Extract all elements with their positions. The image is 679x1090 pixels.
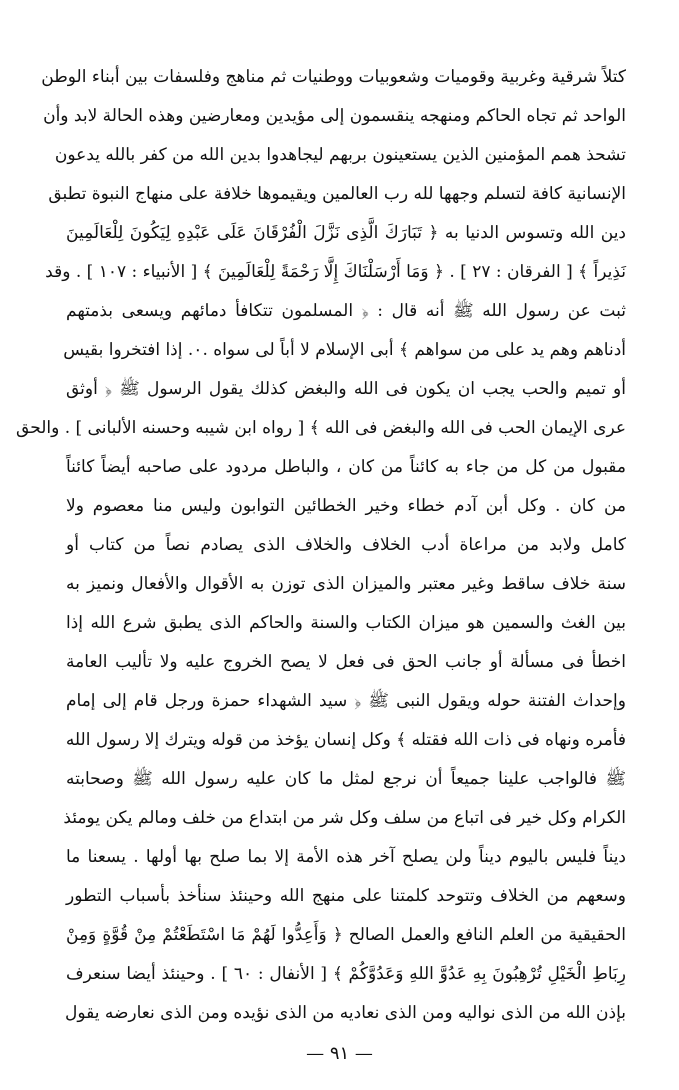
text-line: ديناً فليس باليوم ديناً ولن يصلح آخر هذه الأمة إلا بما صلح بها أولها . يسعنا ما xyxy=(66,847,626,867)
text-line: نَذِيراً ﴾ [ الفرقان : ٢٧ ] . ﴿ وَمَا أَرْسَلْنَاكَ إِلَّا رَحْمَةً لِلْعَالَمِينَ ﴾ [ الأنبياء : ١٠٧ ] . وقد xyxy=(45,262,626,282)
text-line: ثبت عن رسول الله ﷺ أنه قال : ﴿ المسلمون تتكافأ دمائهم ويسعى بذمتهم xyxy=(66,301,626,321)
text-line: كامل ولابد من مراعاة أدب الخلاف والخلاف الذى يصادم نصاً من كتاب أو xyxy=(66,535,626,555)
text-line: فأمره ونهاه فى ذات الله فقتله ﴾ وكل إنسان يؤخذ من قوله ويترك إلا رسول الله xyxy=(65,730,626,750)
text-line: من كان . وكل أبن آدم خطاء وخير الخطائين التوابون وليس منا معصوم ولا xyxy=(66,496,626,516)
text-line: مقبول من كل من جاء به كائناً من كان ، والباطل مردود على صاحبه أيضاً كائناً xyxy=(66,457,626,477)
text-line: وإحداث الفتنة حوله ويقول النبى ﷺ ﴿ سيد الشهداء حمزة ورجل قام إلى إمام xyxy=(66,691,626,711)
text-line: بين الغث والسمين هو ميزان الكتاب والسنة والحاكم الذى يطبق شرع الله إذا xyxy=(66,613,626,633)
text-line: أدناهم وهم يد على من سواهم ﴾ أبى الإسلام لا أباً لى سواه .٠. إذا افتخروا بقيس xyxy=(63,340,626,360)
text-line: الإنسانية كافة لتسلم وجهها لله رب العالمين ويقيموها خلافة على منهاج النبوة تطبق xyxy=(48,184,626,204)
text-line: الواحد ثم تجاه الحاكم ومنهجه ينقسمون إلى مؤيدين ومعارضين وهذه الحالة لابد وأن xyxy=(43,106,626,126)
text-line: دين الله وتسوس الدنيا به ﴿ تَبَارَكَ الَّذِى نَزَّلَ الْفُرْقَانَ عَلَى عَبْدِهِ لِيَكُونَ لِلْعَالَمِينَ xyxy=(66,223,626,243)
text-line: الكرام وكل خير فى اتباع من سلف وكل شر من ابتداع من خلف ومالم يكن يومئذ xyxy=(63,808,626,828)
text-line: وسعهم من الخلاف وتتوحد كلمتنا على منهج الله وحينئذ سنأخذ بأسباب التطور xyxy=(66,886,626,906)
text-line: الحقيقية من العلم النافع والعمل الصالح ﴿ وَأَعِدُّوا لَهُمْ مَا اسْتَطَعْتُمْ مِنْ قُوَّةٍ وَمِنْ xyxy=(66,925,626,945)
page-number: — ٩١ — xyxy=(306,1043,373,1064)
text-line: اخطأ فى مسألة أو جانب الحق فى فعل لا يصح الخروج عليه ولا تأليب العامة xyxy=(66,652,626,672)
text-line: تشحذ همم المؤمنين الذين يستعينون بربهم ليجاهدوا بدين الله من كفر بالله يدعون xyxy=(54,145,626,165)
text-line: أو تميم والحب يجب ان يكون فى الله والبغض كذلك يقول الرسول ﷺ ﴿ أوثق xyxy=(66,379,626,399)
text-line: سنة خلاف ساقط وغير معتبر والميزان الذى توزن به الأقوال والأفعال ونميز به xyxy=(66,574,626,594)
text-line: بإذن الله من الذى نواليه ومن الذى نعاديه من الذى نؤيده ومن الذى نعارضه يقول xyxy=(65,1003,626,1023)
text-line: ﷺ فالواجب علينا جميعاً أن نرجع لمثل ما كان عليه رسول الله ﷺ وصحابته xyxy=(66,769,626,789)
text-line: عرى الإيمان الحب فى الله والبغض فى الله ﴾ [ رواه ابن شيبه وحسنه الألبانى ] . والحق xyxy=(16,418,626,438)
text-line: كتلاً شرقية وغربية وقوميات وشعوبيات ووطنيات ثم مناهج وفلسفات بين أبناء الوطن xyxy=(41,67,626,87)
body-text xyxy=(16,58,626,1033)
text-line: رِبَاطِ الْخَيْلِ تُرْهِبُونَ بِهِ عَدُوَّ اللهِ وَعَدُوَّكُمْ ﴾ [ الأنفال : ٦٠ ] . وحينئذ أيضا سنعرف xyxy=(66,964,626,984)
